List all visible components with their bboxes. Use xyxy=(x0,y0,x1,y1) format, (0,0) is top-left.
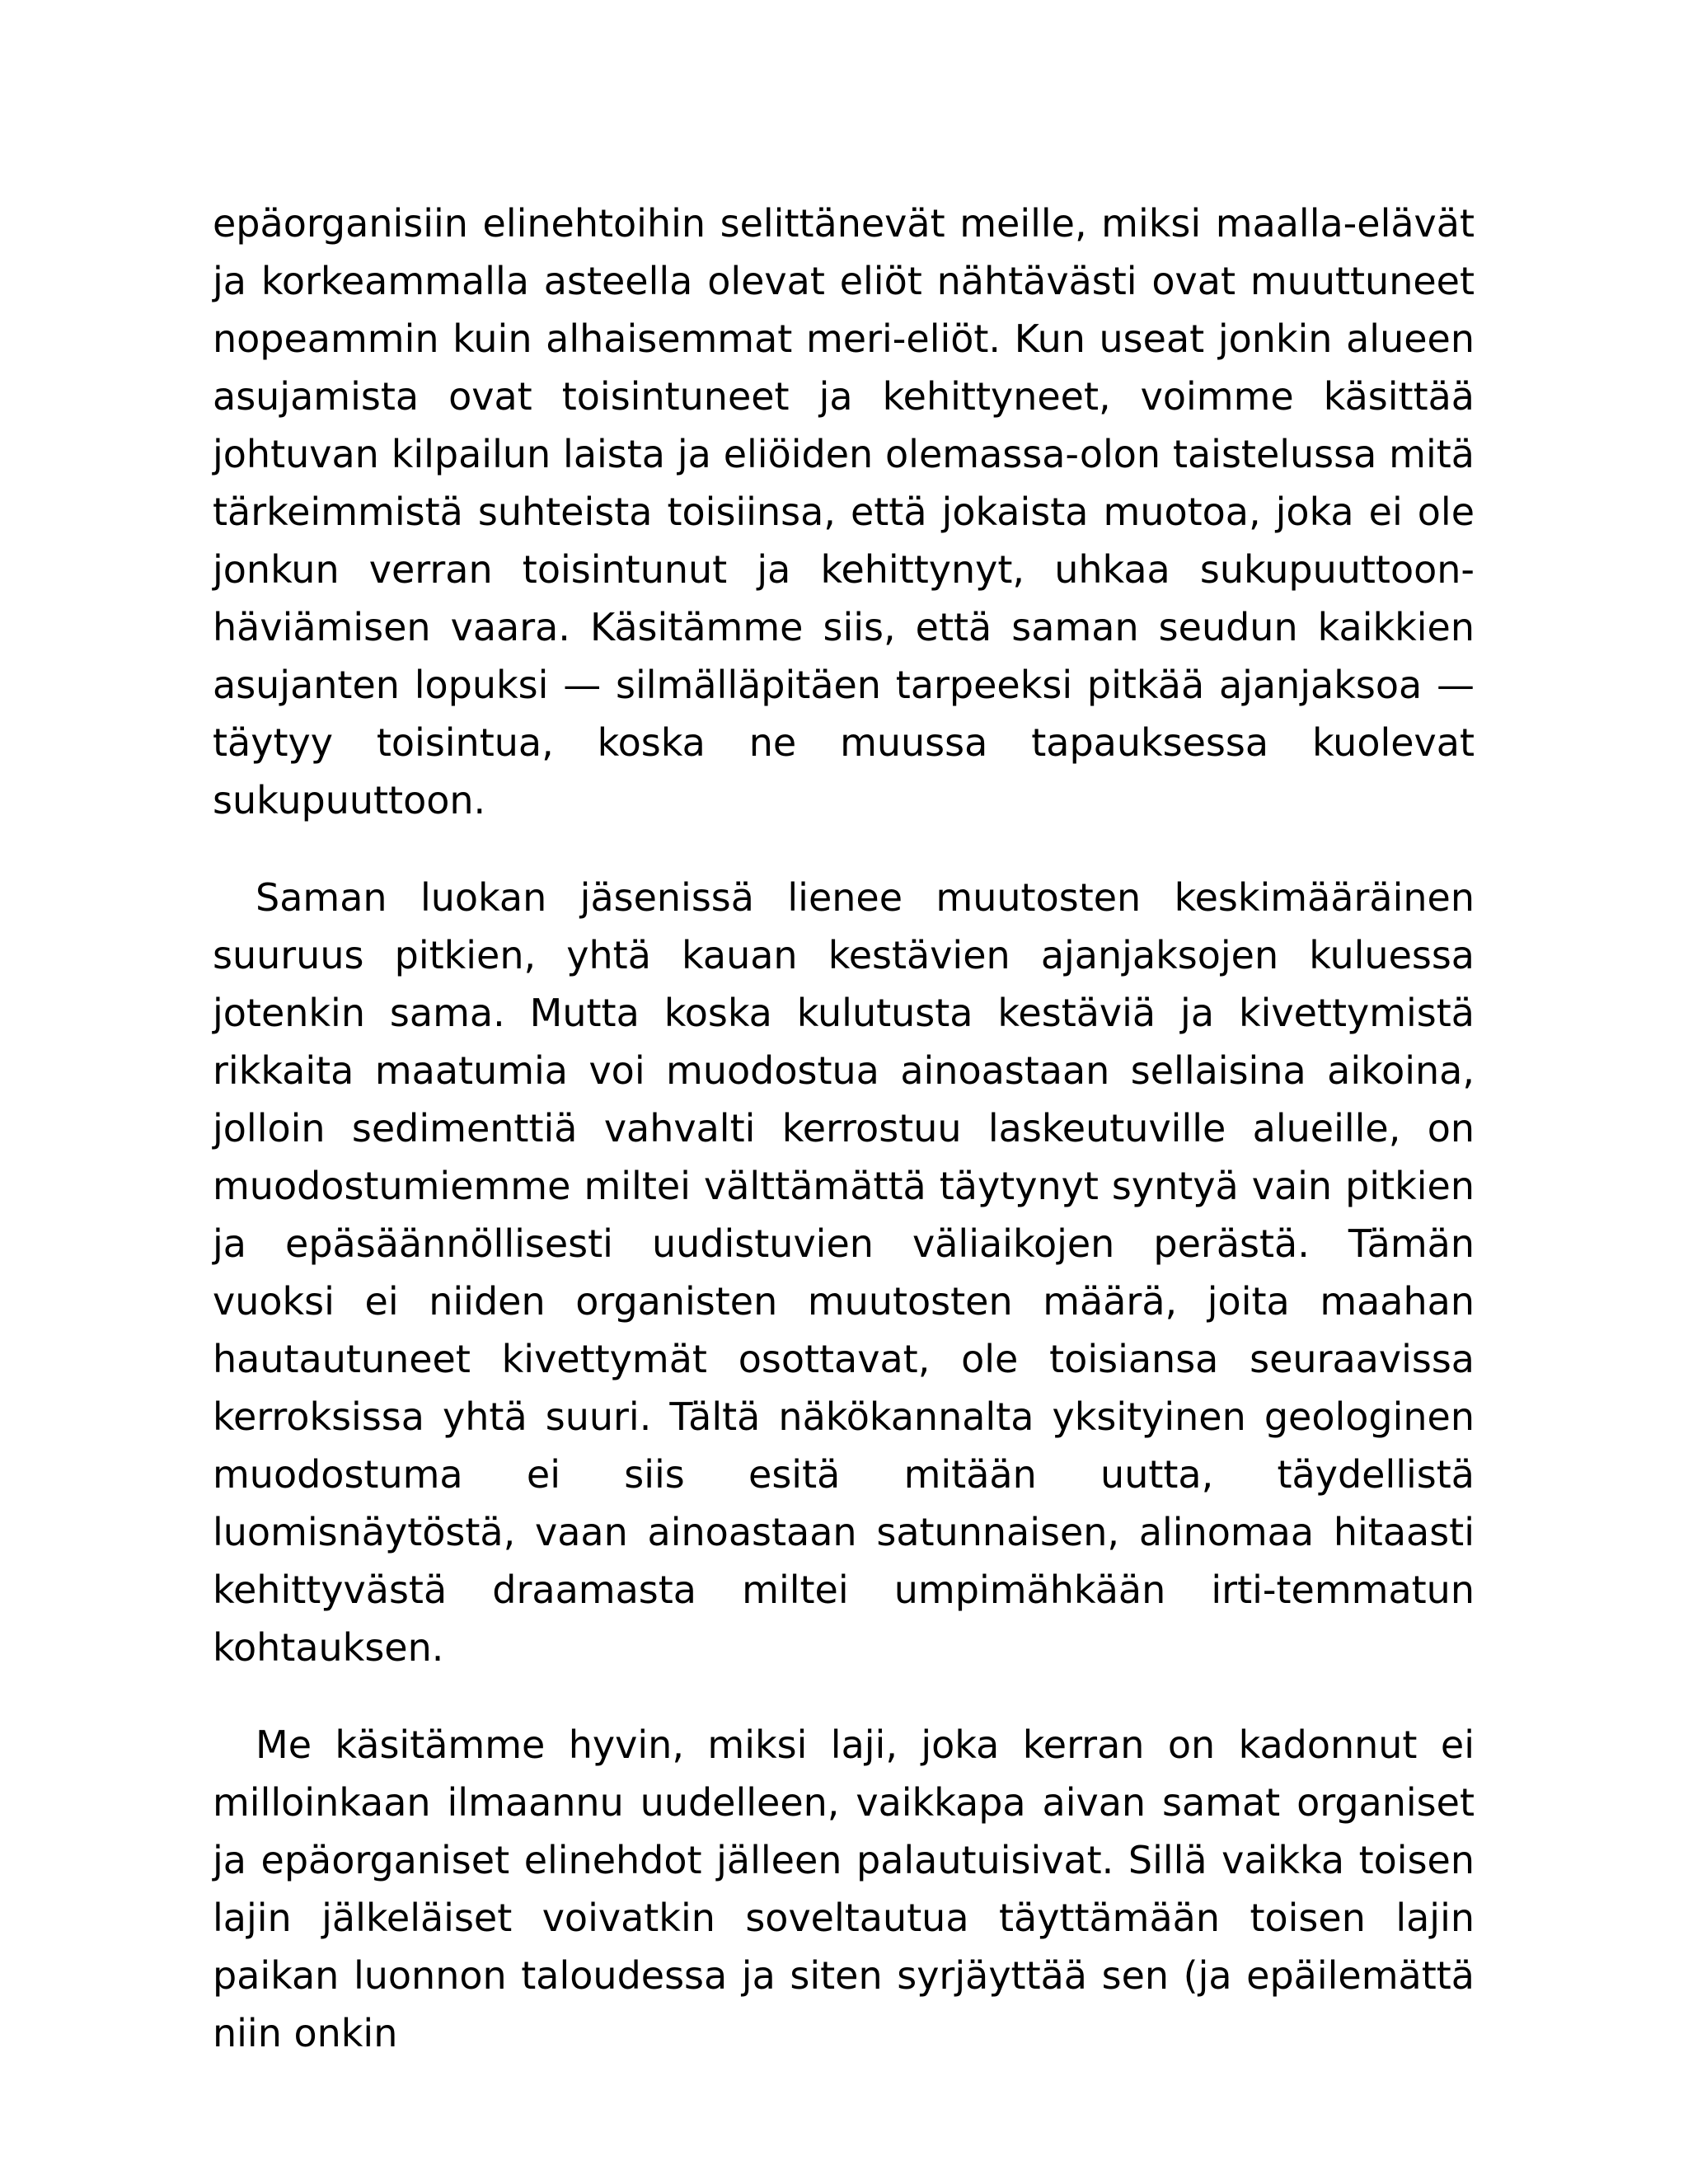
paragraph-2: Saman luokan jäsenissä lienee muutosten keskimääräinen suuruus pitkien, yhtä kauan kestävien ajanjaksojen kuluessa jotenkin sama. Mutta koska kulutusta kestäviä ja kivettymistä rikkaita maatumia voi muodostua ainoastaan sellaisina aikoina, jolloin sedimenttiä vahvalti kerrostuu laskeutuville alueille, on muodostumiemme miltei välttämättä täytynyt syntyä vain pitkien ja epäsäännöllisesti uudistuvien väliaikojen perästä. Tämän vuoksi ei niiden organisten muutosten määrä, joita maahan hautautuneet kivettymät osottavat, ole toisiansa seuraavissa kerroksissa yhtä suuri. Tältä näkökannalta yksityinen geologinen muodostuma ei siis esitä mitään uutta, täydellistä luomisnäytöstä, vaan ainoastaan satunnaisen, alinomaa hitaasti kehittyvästä draamasta miltei umpimähkään irti-temmatun kohtauksen. xyxy=(213,875,1475,1670)
paragraph-1: epäorganisiin elinehtoihin selittänevät meille, miksi maalla-elävät ja korkeammalla asteella olevat eliöt nähtävästi ovat muuttuneet nopeammin kuin alhaisemmat meri-eliöt. Kun useat jonkin alueen asujamista ovat toisintuneet ja kehittyneet, voimme käsittää johtuvan kilpailun laista ja eliöiden olemassa-olon taistelussa mitä tärkeimmistä suhteista toisiinsa, että jokaista muotoa, joka ei ole jonkun verran toisintunut ja kehittynyt, uhkaa sukupuuttoon-häviämisen vaara. Käsitämme siis, että saman seudun kaikkien asujanten lopuksi — silmälläpitäen tarpeeksi pitkää ajanjaksoa — täytyy toisintua, koska ne muussa tapauksessa kuolevat sukupuuttoon. xyxy=(213,201,1475,823)
text-column xyxy=(213,194,1475,2102)
paragraph-3: Me käsitämme hyvin, miksi laji, joka kerran on kadonnut ei milloinkaan ilmaannu uudelleen, vaikkapa aivan samat organiset ja epäorganiset elinehdot jälleen palautuisivat. Sillä vaikka toisen lajin jälkeläiset voivatkin soveltautua täyttämään toisen lajin paikan luonnon taloudessa ja siten syrjäyttää sen (ja epäilemättä niin onkin xyxy=(213,1722,1475,2055)
